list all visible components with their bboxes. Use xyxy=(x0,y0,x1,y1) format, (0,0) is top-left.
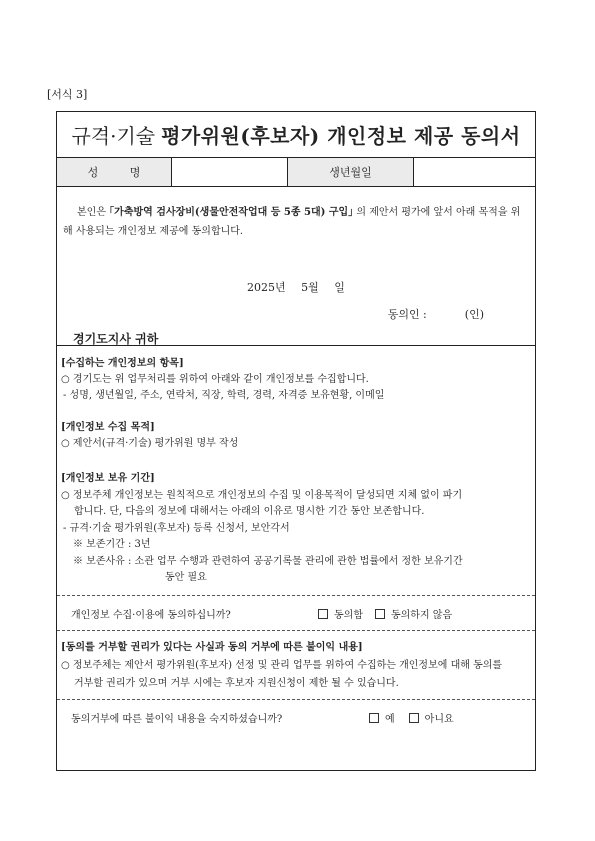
title-main: 평가위원(후보자) 개인정보 제공 동의서 xyxy=(161,124,521,148)
name-field[interactable] xyxy=(172,158,288,186)
retention-reason-2: 동안 필요 xyxy=(165,572,207,583)
checkbox-yes[interactable] xyxy=(369,713,379,723)
purpose-line-1: ○ 제안서(규격·기술) 평가위원 명부 작성 xyxy=(61,438,239,449)
divider-2 xyxy=(57,630,535,631)
refusal-line-1: ○ 정보주체는 제안서 평가위원(후보자) 선정 및 관리 업무를 위하여 수집하는 개인정보에 대해 동의를 xyxy=(61,660,503,671)
retention-heading: [개인정보 보유 기간] xyxy=(61,473,155,484)
purpose-heading: [개인정보 수집 목적] xyxy=(61,422,155,433)
purpose-block xyxy=(61,420,531,452)
applicant-info-row xyxy=(57,158,535,187)
retention-line-2: 합니다. 단, 다음의 정보에 대해서는 아래의 이유로 명시한 기간 동안 보존합니다. xyxy=(74,506,425,517)
retention-block xyxy=(61,471,531,587)
retention-period: ※ 보존기간 : 3년 xyxy=(73,539,151,550)
refusal-block xyxy=(61,639,531,693)
form-number: [서식 3] xyxy=(47,88,88,101)
details-section xyxy=(57,346,535,762)
divider-3 xyxy=(57,699,535,700)
no-option[interactable] xyxy=(409,710,454,725)
birthdate-label: 생년월일 xyxy=(288,158,414,186)
collect-heading: [수집하는 개인정보의 항목] xyxy=(61,358,184,369)
consent-paragraph xyxy=(63,203,529,241)
name-label: 성 명 xyxy=(57,158,172,186)
retention-reason-1: ※ 보존사유 : 소관 업무 수행과 관련하여 공공기록물 관리에 관한 법률에서 정한 보유기간 xyxy=(73,555,463,567)
refusal-line-2: 거부할 권리가 있으며 거부 시에는 후보자 지원신청이 제한 될 수 있습니다. xyxy=(74,678,399,689)
disagree-option[interactable] xyxy=(375,606,452,621)
date-year: 2025년 xyxy=(247,281,286,294)
acknowledge-question: 동의거부에 따른 불이익 내용을 숙지하셨습니까? xyxy=(71,713,283,725)
checkbox-agree[interactable] xyxy=(318,609,328,619)
title-prefix: 규격·기술 xyxy=(71,124,156,148)
project-name: ｢가축방역 검사장비(생물안전작업대 등 5종 5대) 구입｣ xyxy=(109,207,354,218)
divider-1 xyxy=(57,595,535,596)
signer-label: 동의인 : xyxy=(387,308,427,321)
consent-suffix: 의 제안서 평가에 앞서 아래 목적을 위해 사용되는 개인정보 제공에 동의합니다. xyxy=(63,207,521,237)
agree-option-label: 동의함 xyxy=(334,609,363,621)
birthdate-field[interactable] xyxy=(414,158,535,186)
yes-option-label: 예 xyxy=(385,713,395,725)
consent-question: 개인정보 수집·이용에 동의하십니까? xyxy=(71,609,231,621)
date-month: 5월 xyxy=(301,281,319,294)
checkbox-disagree[interactable] xyxy=(375,609,385,619)
collect-line-2: - 성명, 생년월일, 주소, 연락처, 직장, 학력, 경력, 자격증 보유현황, 이메일 xyxy=(63,390,385,401)
disagree-option-label: 동의하지 않음 xyxy=(390,609,453,621)
date-day: 일 xyxy=(334,281,345,294)
checkbox-no[interactable] xyxy=(409,713,419,723)
consent-statement xyxy=(57,187,535,346)
acknowledge-question-row xyxy=(57,701,535,733)
collect-line-1: ○ 경기도는 위 업무처리를 위하여 아래와 같이 개인정보를 수집합니다. xyxy=(61,374,369,385)
consent-question-row xyxy=(57,597,535,629)
consent-prefix: 본인은 xyxy=(77,207,110,218)
collect-items-block xyxy=(61,356,531,404)
yes-option[interactable] xyxy=(369,710,395,725)
agree-option[interactable] xyxy=(318,606,363,621)
retention-line-1: ○ 정보주체 개인정보는 원칙적으로 개인정보의 수집 및 이용목적이 달성되면 지체 없이 파기 xyxy=(61,489,463,501)
refusal-heading: [동의를 거부할 권리가 있다는 사실과 동의 거부에 따른 불이익 내용] xyxy=(61,642,363,653)
no-option-label: 아니요 xyxy=(424,713,454,725)
addressee: 경기도지사 귀하 xyxy=(73,332,159,346)
consent-date xyxy=(57,279,535,295)
seal-mark: (인) xyxy=(464,308,484,321)
form-title xyxy=(57,112,535,158)
retention-line-3: - 규격·기술 평가위원(후보자) 등록 신청서, 보안각서 xyxy=(63,522,290,534)
signer-line xyxy=(388,306,484,322)
consent-form xyxy=(56,111,536,771)
